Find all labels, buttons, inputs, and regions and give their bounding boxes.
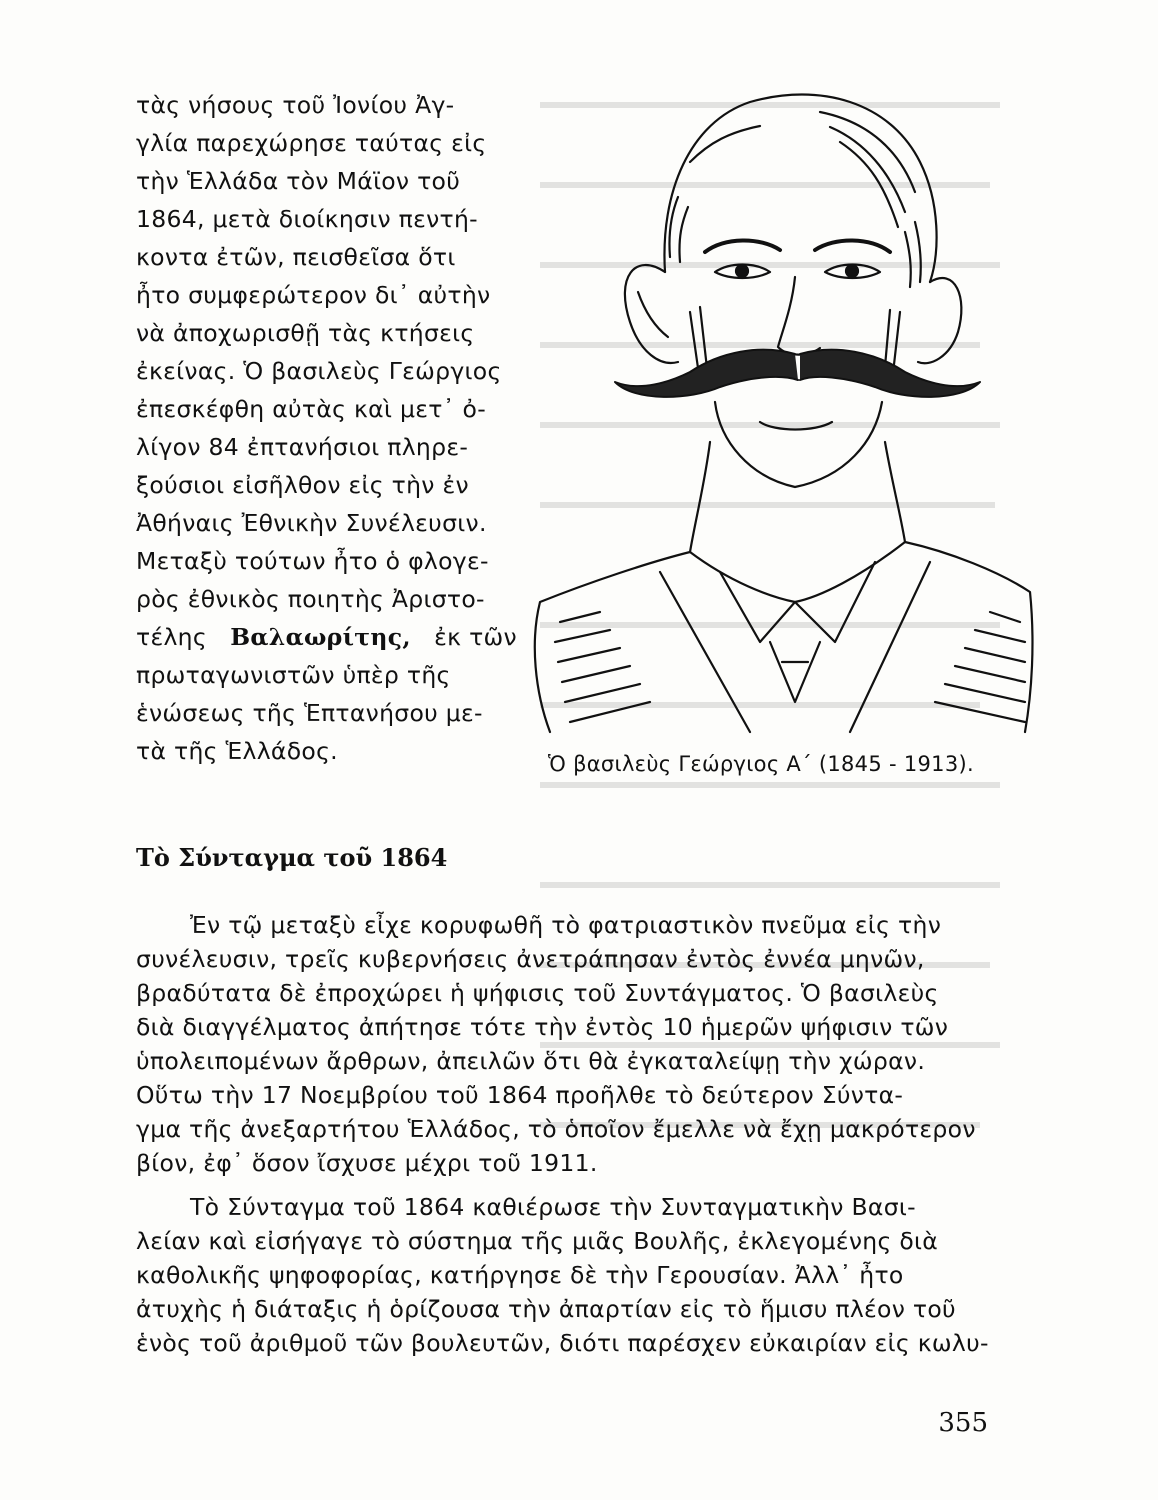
text-line: ὑπολειπομένων ἄρθρων, ἀπειλῶν ὅτι θὰ ἐγκαταλείψῃ τὴν χώραν. — [136, 1047, 926, 1075]
text-line: ἑνὸς τοῦ ἀριθμοῦ τῶν βουλευτῶν, διότι παρέσχεν εὐκαιρίαν εἰς κωλυ- — [136, 1329, 989, 1357]
text-line: διὰ διαγγέλματος ἀπήτησε τότε τὴν ἐντὸς 10 ἡμερῶν ψήφισιν τῶν — [136, 1013, 949, 1041]
text-fragment: ἐκ τῶν — [434, 623, 517, 651]
poet-name: Βαλαωρίτης, — [230, 623, 411, 651]
text-line: γμα τῆς ἀνεξαρτήτου Ἑλλάδος, τὸ ὁποῖον ἔμελλε νὰ ἔχῃ μακρότερον — [136, 1115, 976, 1143]
text-line: 1864, μετὰ διοίκησιν πεντή- — [136, 205, 478, 233]
text-line: τὴν Ἑλλάδα τὸν Μάϊον τοῦ — [136, 167, 461, 195]
text-line — [136, 622, 517, 652]
section-heading: Τὸ Σύνταγμα τοῦ 1864 — [136, 843, 448, 872]
text-line: ἀτυχὴς ἡ διάταξις ἡ ὁρίζουσα τὴν ἀπαρτίαν εἰς τὸ ἥμισυ πλέον τοῦ — [136, 1295, 956, 1323]
text-line: Οὕτω τὴν 17 Νοεμβρίου τοῦ 1864 προῆλθε τὸ δεύτερον Σύντα- — [136, 1081, 904, 1109]
text-line: γλία παρεχώρησε ταύτας εἰς — [136, 129, 487, 157]
text-line: νὰ ἀποχωρισθῇ τὰς κτήσεις — [136, 319, 475, 347]
text-line: ξούσιοι εἰσῆλθον εἰς τὴν ἐν — [136, 471, 469, 499]
text-line: συνέλευσιν, τρεῖς κυβερνήσεις ἀνετράπησαν ἐντὸς ἐννέα μηνῶν, — [136, 945, 925, 973]
text-line: Τὸ Σύνταγμα τοῦ 1864 καθιέρωσε τὴν Συνταγματικὴν Βασι- — [190, 1193, 916, 1221]
text-line: κοντα ἐτῶν, πεισθεῖσα ὅτι — [136, 243, 456, 271]
text-line: πρωταγωνιστῶν ὑπὲρ τῆς — [136, 661, 451, 689]
text-line: βραδύτατα δὲ ἐπροχώρει ἡ ψήφισις τοῦ Συντάγματος. Ὁ βασιλεὺς — [136, 979, 939, 1007]
text-line: τὰ τῆς Ἑλλάδος. — [136, 737, 338, 765]
text-line: ἐπεσκέφθη αὐτὰς καὶ μετ᾽ ὀ- — [136, 395, 486, 423]
text-fragment: τέλης — [136, 623, 207, 651]
page-number: 355 — [938, 1408, 988, 1438]
text-line: ἦτο συμφερώτερον δι᾽ αὐτὴν — [136, 281, 491, 309]
text-line: βίον, ἐφ᾽ ὅσον ἴσχυσε μέχρι τοῦ 1911. — [136, 1149, 598, 1177]
text-line: λίγον 84 ἐπτανήσιοι πληρε- — [136, 433, 469, 461]
portrait-caption: Ὁ βασιλεὺς Γεώργιος Α΄ (1845 - 1913). — [548, 752, 974, 776]
text-line: ρὸς ἐθνικὸς ποιητὴς Ἀριστο- — [136, 585, 485, 613]
text-line: ἐκείνας. Ὁ βασιλεὺς Γεώργιος — [136, 357, 502, 385]
text-line: καθολικῆς ψηφοφορίας, κατήργησε δὲ τὴν Γερουσίαν. Ἀλλ᾽ ἦτο — [136, 1261, 904, 1289]
text-line: ἑνώσεως τῆς Ἑπτανήσου με- — [136, 699, 483, 727]
text-line: Ἀθήναις Ἐθνικὴν Συνέλευσιν. — [136, 509, 487, 537]
text-line: λείαν καὶ εἰσήγαγε τὸ σύστημα τῆς μιᾶς Βουλῆς, ἐκλεγομένης διὰ — [136, 1227, 939, 1255]
text-line: Μεταξὺ τούτων ἦτο ὁ φλογε- — [136, 547, 489, 575]
text-line: Ἐν τῷ μεταξὺ εἶχε κορυφωθῆ τὸ φατριαστικὸν πνεῦμα εἰς τὴν — [190, 911, 942, 939]
text-line: τὰς νήσους τοῦ Ἰονίου Ἀγ- — [136, 91, 455, 119]
portrait-king-george — [520, 82, 1040, 742]
